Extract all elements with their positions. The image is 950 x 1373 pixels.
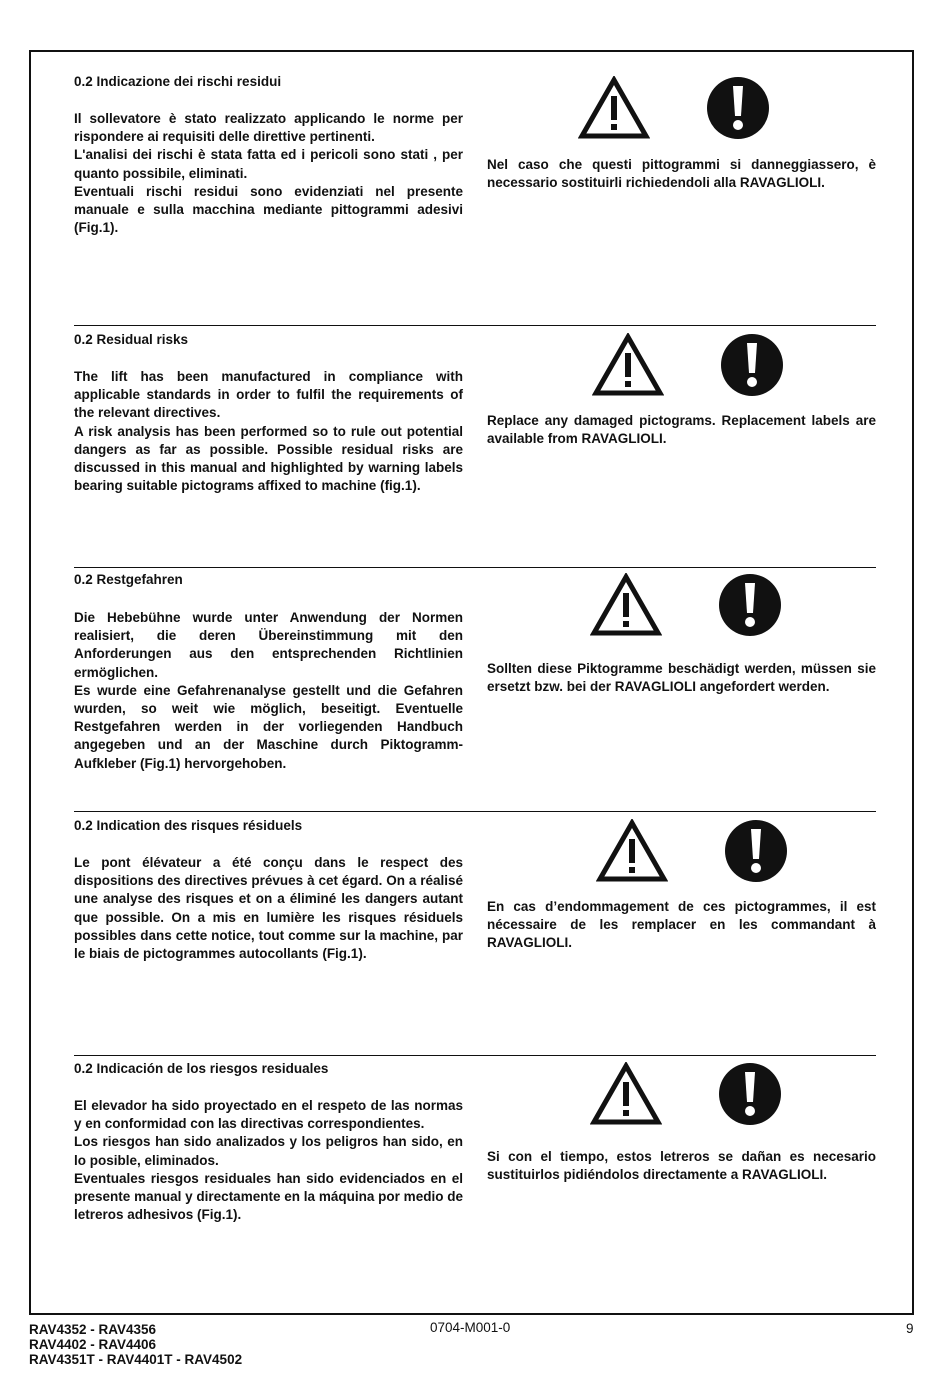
section-note: Replace any damaged pictograms. Replacement labels are available from RAVAGLIOLI. — [487, 413, 876, 447]
section-body: Die Hebebühne wurde unter Anwendung der Normen realisiert, die deren Übereinstimmung mit den Anforderungen aus den entsprechenden Richtlinien ermöglichen. Es wurde eine Gefahrenanalyse gestellt und die Gefahren wurden, so weit wie möglich, beseitigt. Eventuelle Restgefahren werden in der vorliegenden Handbuch angegeben und an der Maschine durch Piktogramm-Aufkleber (Fig.1) hervorgehoben. — [74, 610, 463, 771]
exclamation-circle-icon — [706, 76, 770, 140]
section-body: El elevador ha sido proyectado en el respeto de las normas y en conformidad con las directivas correspondientes. Los riesgos han sido analizados y los peligros han sido, en lo posible, eliminados. Eventuales riesgos residuales han sido evidenciados en el presente manual y directamente en la máquina por medio de letreros adhesivos (Fig.1). — [74, 1098, 463, 1223]
exclamation-circle-icon — [724, 819, 788, 883]
footer-model-line: RAV4402 - RAV4406 — [29, 1337, 157, 1352]
divider — [74, 325, 876, 326]
section-note: Nel caso che questi pittogrammi si danneggiassero, è necessario sostituirli richiedendoli alla RAVAGLIOLI. — [487, 157, 876, 191]
section-heading: 0.2 Indicación de los riesgos residuales — [74, 1061, 329, 1076]
section-heading: 0.2 Indication des risques résiduels — [74, 818, 303, 833]
warning-triangle-icon — [592, 333, 664, 397]
warning-triangle-icon — [578, 76, 650, 140]
section-body: Il sollevatore è stato realizzato applicando le norme per rispondere ai requisiti delle direttive pertinenti. L'analisi dei rischi è stata fatta ed i pericoli sono stati , per quanto possibile, eliminati. Eventuali rischi residui sono evidenziati nel presente manuale e sulla macchina mediante pittogrammi adesivi (Fig.1). — [74, 111, 463, 236]
footer-model-line: RAV4351T - RAV4401T - RAV4502 — [29, 1352, 243, 1367]
section-body: Le pont élévateur a été conçu dans le respect des dispositions des directives prévues à cet égard. On a réalisé une analyse des risques et on a éliminé les dangers autant que possible. On a mis en lumière les risques résiduels possibles dans cette notice, tout comme sur la machine, par le biais de pictogrammes autocollants (Fig.1). — [74, 855, 463, 962]
divider — [74, 1055, 876, 1056]
footer-model-line: RAV4352 - RAV4356 — [29, 1322, 157, 1337]
section-body: The lift has been manufactured in compliance with applicable standards in order to fulfil the requirements of the relevant directives. A risk analysis has been performed so to rule out potential dangers as far as possible. Possible residual risks are discussed in this manual and highlighted by warning labels bearing suitable pictograms affixed to machine (fig.1). — [74, 369, 463, 494]
section-heading: 0.2 Residual risks — [74, 332, 189, 347]
divider — [74, 811, 876, 812]
divider — [74, 567, 876, 568]
section-note: Si con el tiempo, estos letreros se dañan es necesario sustituirlos pidiéndolos directamente a RAVAGLIOLI. — [487, 1149, 876, 1183]
document-code: 0704-M001-0 — [430, 1320, 511, 1335]
warning-triangle-icon — [590, 573, 662, 637]
section-note: En cas d’endommagement de ces pictogrammes, il est nécessaire de les remplacer en les commandant à RAVAGLIOLI. — [487, 899, 876, 951]
warning-triangle-icon — [596, 819, 668, 883]
warning-triangle-icon — [590, 1062, 662, 1126]
exclamation-circle-icon — [720, 333, 784, 397]
exclamation-circle-icon — [718, 1062, 782, 1126]
page-number: 9 — [906, 1321, 914, 1336]
section-heading: 0.2 Indicazione dei rischi residui — [74, 74, 282, 89]
exclamation-circle-icon — [718, 573, 782, 637]
section-note: Sollten diese Piktogramme beschädigt werden, müssen sie ersetzt bzw. bei der RAVAGLIOLI angefordert werden. — [487, 661, 876, 695]
section-heading: 0.2 Restgefahren — [74, 572, 183, 587]
footer-model-list — [29, 1322, 242, 1367]
